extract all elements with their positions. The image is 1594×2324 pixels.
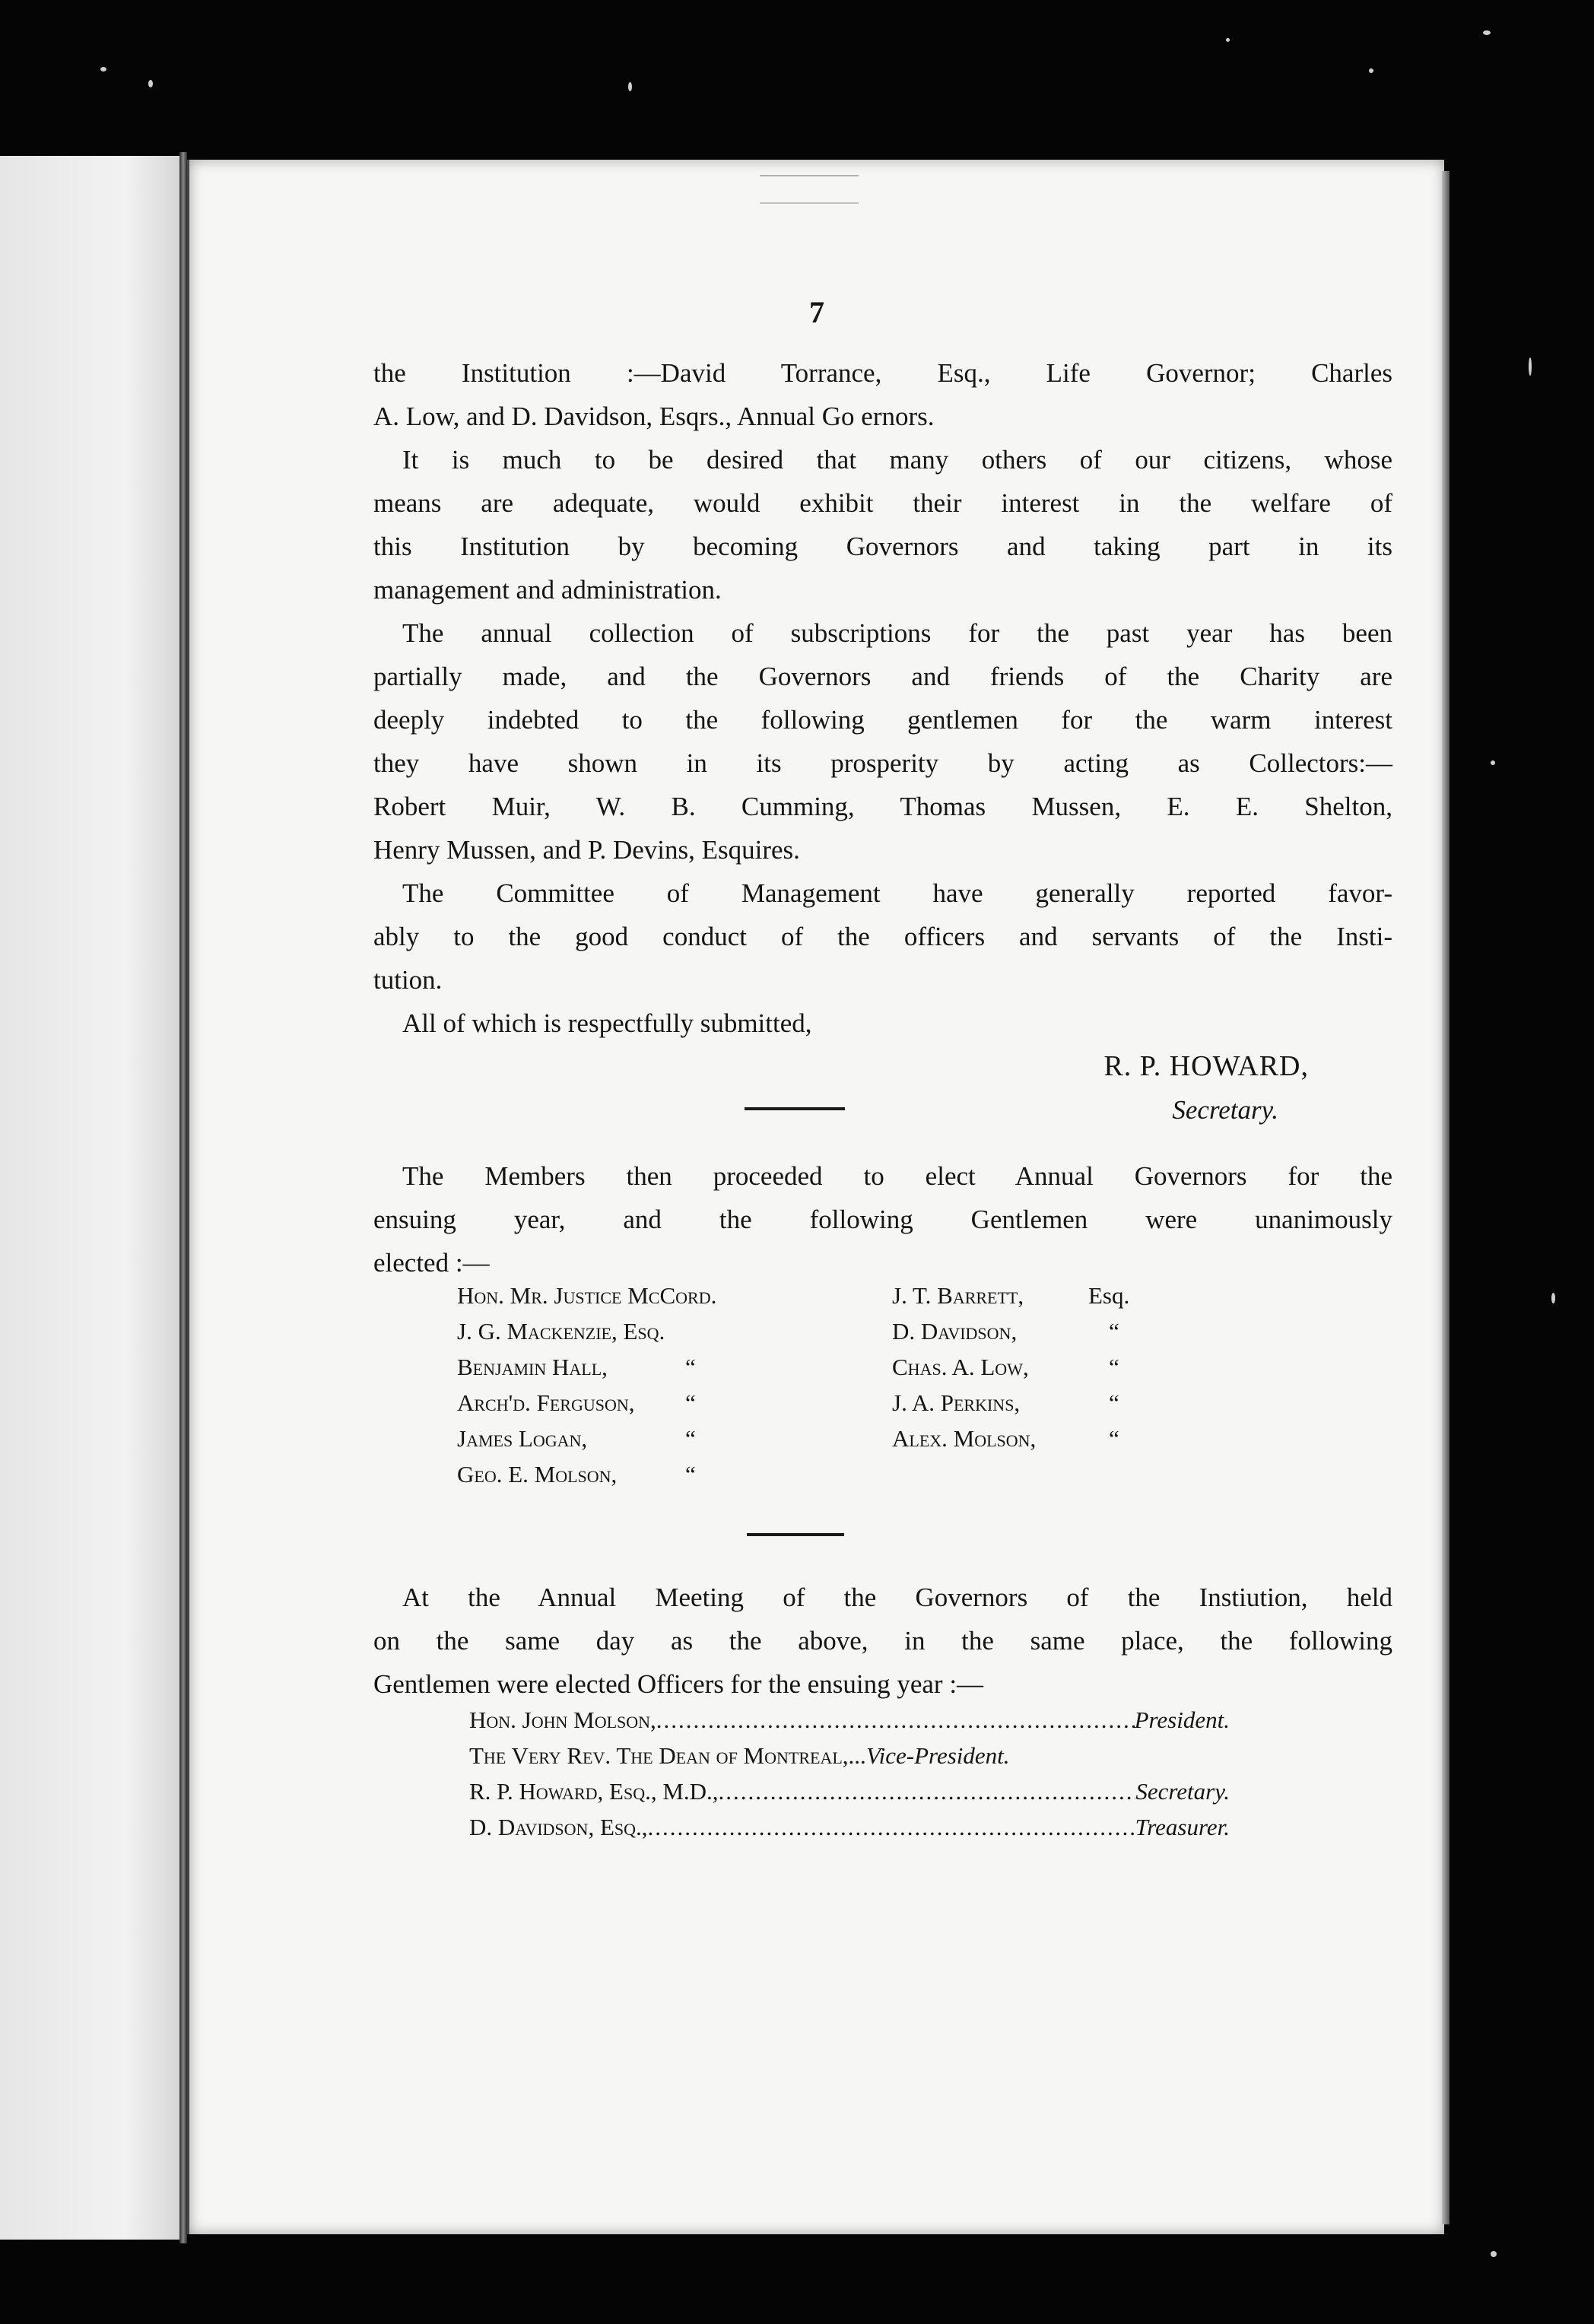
list-item xyxy=(892,1385,1196,1421)
governor-name: Alex. Molson, xyxy=(892,1425,1037,1452)
ditto-mark: “ xyxy=(685,1389,696,1416)
signature-name: R. P. HOWARD, xyxy=(1103,1050,1309,1082)
previous-page-edge xyxy=(0,156,182,2240)
officer-name: The Very Rev. The Dean of Montreal,.. xyxy=(469,1742,861,1769)
text-line: It is much to be desired that many others of our citizens, whose xyxy=(402,445,1392,475)
meeting-text xyxy=(373,1576,1392,1706)
ditto-mark: “ xyxy=(685,1425,696,1452)
paragraph-desired-citizens xyxy=(373,438,1392,611)
text-line: The Committee of Management have generally reported favor- xyxy=(402,878,1392,908)
scan-speck xyxy=(628,82,632,91)
ditto-mark: “ xyxy=(1109,1318,1119,1345)
leader-dots xyxy=(719,1773,1136,1809)
text-line: means are adequate, would exhibit their interest in the welfare of xyxy=(373,488,1392,518)
governor-name: Arch'd. Ferguson, xyxy=(457,1389,635,1416)
scan-speck xyxy=(1491,760,1495,765)
officer-title: President. xyxy=(1134,1706,1230,1733)
esq-suffix: Esq. xyxy=(1088,1282,1130,1309)
ditto-mark: “ xyxy=(1109,1389,1119,1416)
officer-title: Vice-President. xyxy=(866,1742,1010,1769)
governor-name: J. A. Perkins, xyxy=(892,1389,1021,1416)
paper-smudge xyxy=(760,175,859,204)
text-line: Gentlemen were elected Officers for the ensuing year :— xyxy=(373,1669,984,1699)
list-item xyxy=(892,1421,1196,1456)
paragraph-election xyxy=(373,1154,1392,1284)
scan-speck xyxy=(1226,38,1230,42)
text-line: At the Annual Meeting of the Governors of the Instiution, held xyxy=(402,1583,1392,1612)
text-line: they have shown in its prosperity by acting as Collectors:— xyxy=(373,748,1392,778)
governors-column-left xyxy=(457,1278,883,1492)
ditto-mark: “ xyxy=(1109,1425,1119,1452)
paragraph-governors-note xyxy=(373,351,1392,438)
governors-column-right xyxy=(892,1278,1196,1456)
election-text xyxy=(373,1154,1392,1284)
officer-title: Treasurer. xyxy=(1135,1814,1230,1840)
scan-speck xyxy=(1369,68,1373,73)
governor-name: J. G. Mackenzie, Esq. xyxy=(457,1318,665,1345)
scan-speck xyxy=(100,67,106,71)
text-line: the Institution :—David Torrance, Esq., Life Governor; Charles xyxy=(373,358,1392,388)
scan-speck xyxy=(1551,1293,1555,1303)
ditto-mark: “ xyxy=(685,1354,696,1380)
signature-title: Secretary. xyxy=(1172,1095,1278,1125)
list-item xyxy=(892,1278,1196,1313)
paragraph-committee xyxy=(373,872,1392,1002)
paragraph-submitted xyxy=(373,1002,1392,1045)
officer-name: Hon. John Molson, xyxy=(469,1706,656,1733)
text-line: partially made, and the Governors and friends of the Charity are xyxy=(373,662,1392,691)
text-line: The annual collection of subscriptions for the past year has been xyxy=(402,618,1392,648)
list-item xyxy=(457,1385,883,1421)
officers-list xyxy=(469,1702,1230,1845)
list-item xyxy=(892,1313,1196,1349)
officer-name: R. P. Howard, Esq., M.D., xyxy=(469,1778,719,1805)
list-item xyxy=(469,1702,1230,1738)
list-item xyxy=(469,1809,1230,1845)
governor-name: Geo. E. Molson, xyxy=(457,1461,618,1487)
list-item xyxy=(457,1421,883,1456)
signature-block xyxy=(373,1045,1392,1132)
list-item xyxy=(457,1313,883,1349)
governor-name: D. Davidson, xyxy=(892,1318,1018,1345)
leader-dots xyxy=(656,1702,1135,1738)
governor-name: Benjamin Hall, xyxy=(457,1354,608,1380)
page-number: 7 xyxy=(809,295,824,329)
section-rule xyxy=(745,1107,845,1110)
text-line: ably to the good conduct of the officers and servants of the Insti- xyxy=(373,922,1392,951)
governor-name: Hon. Mr. Justice McCord. xyxy=(457,1282,717,1309)
text-line: tution. xyxy=(373,965,443,995)
paragraph-meeting xyxy=(373,1576,1392,1706)
text-line: ensuing year, and the following Gentlemen were unanimously xyxy=(373,1205,1392,1234)
report-text xyxy=(373,351,1392,1132)
governor-name: James Logan, xyxy=(457,1425,588,1452)
leader-dots xyxy=(648,1809,1135,1845)
book-spine xyxy=(179,152,187,2243)
ditto-mark: “ xyxy=(1109,1354,1119,1380)
list-item xyxy=(469,1738,1230,1773)
officer-name: D. Davidson, Esq., xyxy=(469,1814,648,1840)
paragraph-collectors xyxy=(373,611,1392,872)
ditto-mark: “ xyxy=(685,1461,696,1487)
text-line: this Institution by becoming Governors and taking part in its xyxy=(373,532,1392,561)
scan-speck xyxy=(1483,30,1491,35)
scan-speck xyxy=(1529,357,1532,376)
text-line: Henry Mussen, and P. Devins, Esquires. xyxy=(373,835,800,865)
text-line: All of which is respectfully submitted, xyxy=(402,1008,812,1038)
list-item xyxy=(892,1349,1196,1385)
section-rule xyxy=(747,1533,844,1536)
text-line: deeply indebted to the following gentlemen for the warm interest xyxy=(373,705,1392,735)
text-line: elected :— xyxy=(373,1248,490,1278)
leader-dots xyxy=(860,1738,866,1773)
text-line: Robert Muir, W. B. Cumming, Thomas Mussen, E. E. Shelton, xyxy=(373,792,1392,821)
list-item xyxy=(457,1349,883,1385)
text-line: on the same day as the above, in the same place, the following xyxy=(373,1626,1392,1656)
text-line: The Members then proceeded to elect Annual Governors for the xyxy=(402,1161,1392,1191)
officer-title: Secretary. xyxy=(1135,1778,1230,1805)
page-edge-shadow xyxy=(1442,171,1450,2224)
scan-speck xyxy=(148,80,153,87)
text-line: management and administration. xyxy=(373,575,722,605)
governor-name: J. T. Barrett, xyxy=(892,1282,1024,1309)
list-item xyxy=(457,1456,883,1492)
text-line: A. Low, and D. Davidson, Esqrs., Annual Go ernors. xyxy=(373,402,935,431)
scan-speck xyxy=(1491,2251,1497,2257)
list-item xyxy=(457,1278,883,1313)
governor-name: Chas. A. Low, xyxy=(892,1354,1029,1380)
list-item xyxy=(469,1773,1230,1809)
document-page xyxy=(187,160,1444,2234)
